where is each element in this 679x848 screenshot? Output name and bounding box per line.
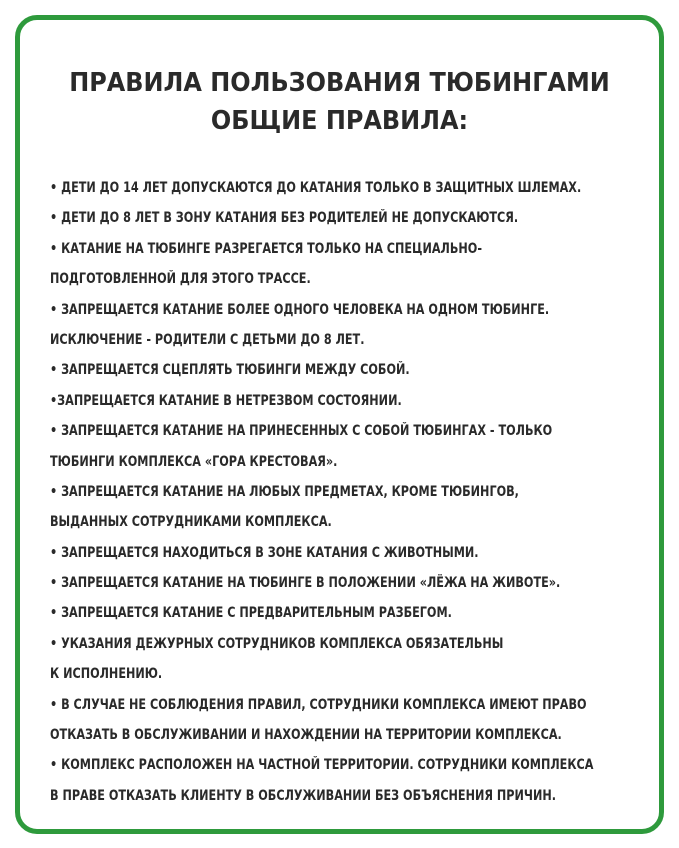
rule-line: • УКАЗАНИЯ ДЕЖУРНЫХ СОТРУДНИКОВ КОМПЛЕКСА ОБЯЗАТЕЛЬНЫ [50, 635, 504, 652]
rule-line: ОТКАЗАТЬ В ОБСЛУЖИВАНИИ И НАХОЖДЕНИИ НА ТЕРРИТОРИИ КОМПЛЕКСА. [50, 727, 562, 744]
rule-line: В ПРАВЕ ОТКАЗАТЬ КЛИЕНТУ В ОБСЛУЖИВАНИИ БЕЗ ОБЪЯСНЕНИЯ ПРИЧИН. [50, 787, 557, 804]
rule-line: • ЗАПРЕЩАЕТСЯ КАТАНИЕ БОЛЕЕ ОДНОГО ЧЕЛОВЕКА НА ОДНОМ ТЮБИНГЕ. [50, 301, 550, 318]
rule-line: • ЗАПРЕЩАЕТСЯ КАТАНИЕ НА ЛЮБЫХ ПРЕДМЕТАХ, КРОМЕ ТЮБИНГОВ, [50, 483, 519, 500]
sign-subtitle: ОБЩИЕ ПРАВИЛА: [210, 106, 469, 136]
rules-list [50, 173, 649, 811]
rule-line: • ЗАПРЕЩАЕТСЯ КАТАНИЕ С ПРЕДВАРИТЕЛЬНЫМ РАЗБЕГОМ. [50, 605, 452, 622]
sign-title: ПРАВИЛА ПОЛЬЗОВАНИЯ ТЮБИНГАМИ [69, 68, 610, 98]
rule-line: ВЫДАННЫХ СОТРУДНИКАМИ КОМПЛЕКСА. [50, 514, 332, 531]
rule-line: • КОМПЛЕКС РАСПОЛОЖЕН НА ЧАСТНОЙ ТЕРРИТОРИИ. СОТРУДНИКИ КОМПЛЕКСА [50, 757, 594, 774]
rule-line: • ЗАПРЕЩАЕТСЯ СЦЕПЛЯТЬ ТЮБИНГИ МЕЖДУ СОБОЙ. [50, 362, 410, 379]
rules-sign [15, 15, 664, 834]
rule-line: ПОДГОТОВЛЕННОЙ ДЛЯ ЭТОГО ТРАССЕ. [50, 271, 311, 288]
rule-line: • ДЕТИ ДО 8 ЛЕТ В ЗОНУ КАТАНИЯ БЕЗ РОДИТЕЛЕЙ НЕ ДОПУСКАЮТСЯ. [50, 210, 519, 227]
rule-line: • ЗАПРЕЩАЕТСЯ КАТАНИЕ НА ТЮБИНГЕ В ПОЛОЖЕНИИ «ЛЁЖА НА ЖИВОТЕ». [50, 575, 561, 592]
rule-line: К ИСПОЛНЕНИЮ. [50, 666, 163, 683]
rule-line: • КАТАНИЕ НА ТЮБИНГЕ РАЗРЕГАЕТСЯ ТОЛЬКО НА СПЕЦИАЛЬНО- [50, 240, 483, 257]
rule-line: • В СЛУЧАЕ НЕ СОБЛЮДЕНИЯ ПРАВИЛ, СОТРУДНИКИ КОМПЛЕКСА ИМЕЮТ ПРАВО [50, 696, 587, 713]
rule-line: • ДЕТИ ДО 14 ЛЕТ ДОПУСКАЮТСЯ ДО КАТАНИЯ ТОЛЬКО В ЗАЩИТНЫХ ШЛЕМАХ. [50, 180, 582, 196]
rule-line: ИСКЛЮЧЕНИЕ - РОДИТЕЛИ С ДЕТЬМИ ДО 8 ЛЕТ. [50, 331, 365, 348]
rule-line: • ЗАПРЕЩАЕТСЯ НАХОДИТЬСЯ В ЗОНЕ КАТАНИЯ С ЖИВОТНЫМИ. [50, 544, 479, 561]
rule-line: •ЗАПРЕЩАЕТСЯ КАТАНИЕ В НЕТРЕЗВОМ СОСТОЯНИИ. [50, 392, 402, 409]
rule-line: • ЗАПРЕЩАЕТСЯ КАТАНИЕ НА ПРИНЕСЕННЫХ С СОБОЙ ТЮБИНГАХ - ТОЛЬКО [50, 423, 553, 440]
rule-line: ТЮБИНГИ КОМПЛЕКСА «ГОРА КРЕСТОВАЯ». [50, 453, 338, 470]
sign-heading [20, 64, 659, 140]
